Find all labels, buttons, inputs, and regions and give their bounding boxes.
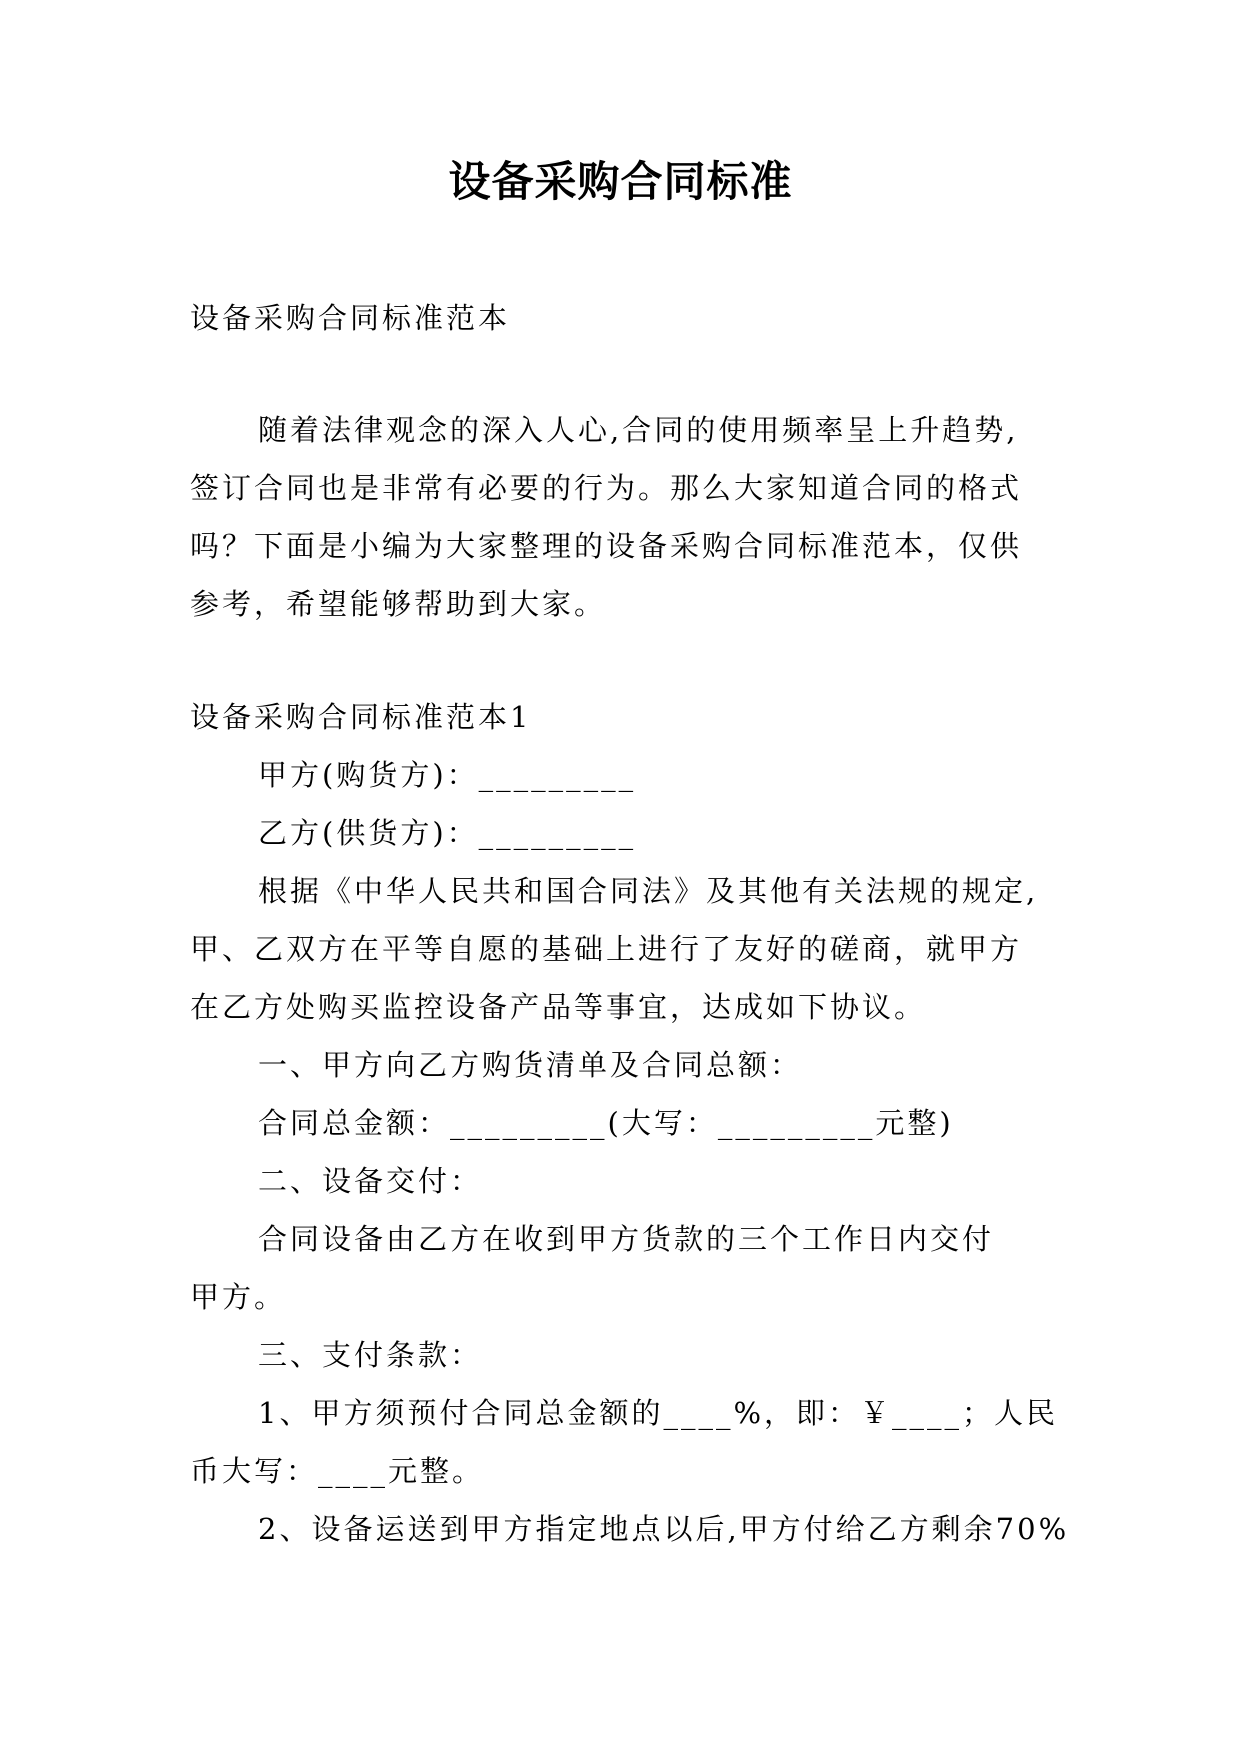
body-line: 2、设备运送到甲方指定地点以后,甲方付给乙方剩余70%	[258, 1512, 1070, 1546]
body-line: 根据《中华人民共和国合同法》及其他有关法规的规定,	[258, 874, 1039, 908]
party-b-line: 乙方(供货方)：_________	[258, 816, 637, 850]
body-line: 币大写：____元整。	[190, 1454, 485, 1488]
body-line: 甲、乙双方在平等自愿的基础上进行了友好的磋商，就甲方	[190, 932, 1023, 966]
intro-line: 签订合同也是非常有必要的行为。那么大家知道合同的格式	[190, 471, 1023, 505]
intro-line: 随着法律观念的深入人心,合同的使用频率呈上升趋势,	[258, 413, 1019, 447]
document-title: 设备采购合同标准	[448, 157, 793, 206]
clause-heading: 一、甲方向乙方购货清单及合同总额：	[258, 1048, 803, 1082]
body-line: 甲方。	[190, 1280, 287, 1314]
document-subtitle: 设备采购合同标准范本	[190, 301, 511, 335]
party-a-line: 甲方(购货方)：_________	[258, 758, 637, 792]
body-line: 1、甲方须预付合同总金额的____%，即：￥____；人民	[258, 1396, 1059, 1430]
body-line: 在乙方处购买监控设备产品等事宜，达成如下协议。	[190, 990, 927, 1024]
section-heading: 设备采购合同标准范本1	[190, 700, 532, 734]
clause-heading: 二、设备交付：	[258, 1164, 483, 1198]
clause-heading: 三、支付条款：	[258, 1338, 483, 1372]
intro-line: 参考，希望能够帮助到大家。	[190, 587, 607, 621]
body-line: 合同设备由乙方在收到甲方货款的三个工作日内交付	[258, 1222, 995, 1256]
intro-line: 吗？下面是小编为大家整理的设备采购合同标准范本，仅供	[190, 529, 1023, 563]
body-line: 合同总金额：_________(大写：_________元整)	[258, 1106, 954, 1140]
